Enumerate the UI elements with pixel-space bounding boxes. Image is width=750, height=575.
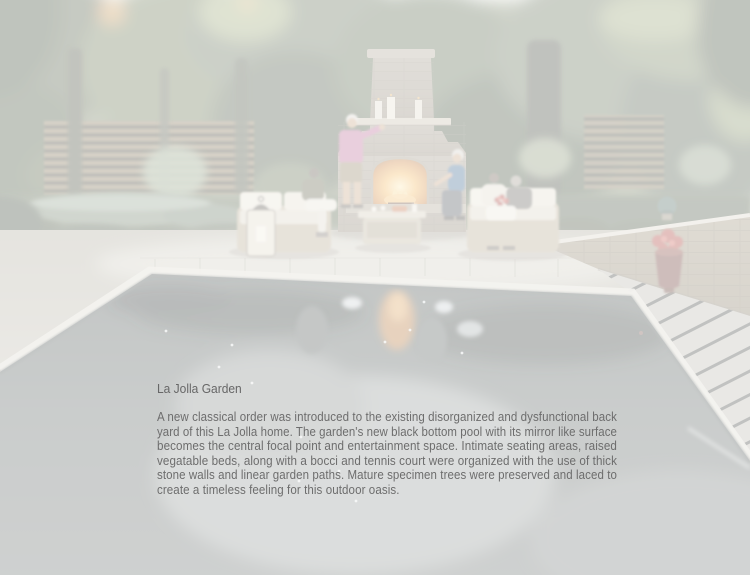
paragraph-line: yard of this La Jolla home. The garden's new black bottom pool with its mirror like surface [157, 424, 617, 439]
paragraph-line: becomes the central focal point and entertainment space. Intimate seating areas, raised [157, 439, 617, 454]
paragraph-line: create a timeless feeling for this outdoor oasis. [157, 482, 400, 497]
paragraph-line: stone walls and linear garden paths. Mature specimen trees were preserved and laced to [157, 468, 617, 483]
paragraph-line: A new classical order was introduced to the existing disorganized and dysfunctional back [157, 410, 617, 424]
caption-block [157, 380, 750, 495]
paragraph-line: vegatable beds, along with a bocci and tennis court were organized with the use of thick [157, 453, 617, 468]
page-title: La Jolla Garden [157, 381, 242, 396]
title-row [157, 380, 750, 395]
description-paragraph [157, 408, 750, 495]
